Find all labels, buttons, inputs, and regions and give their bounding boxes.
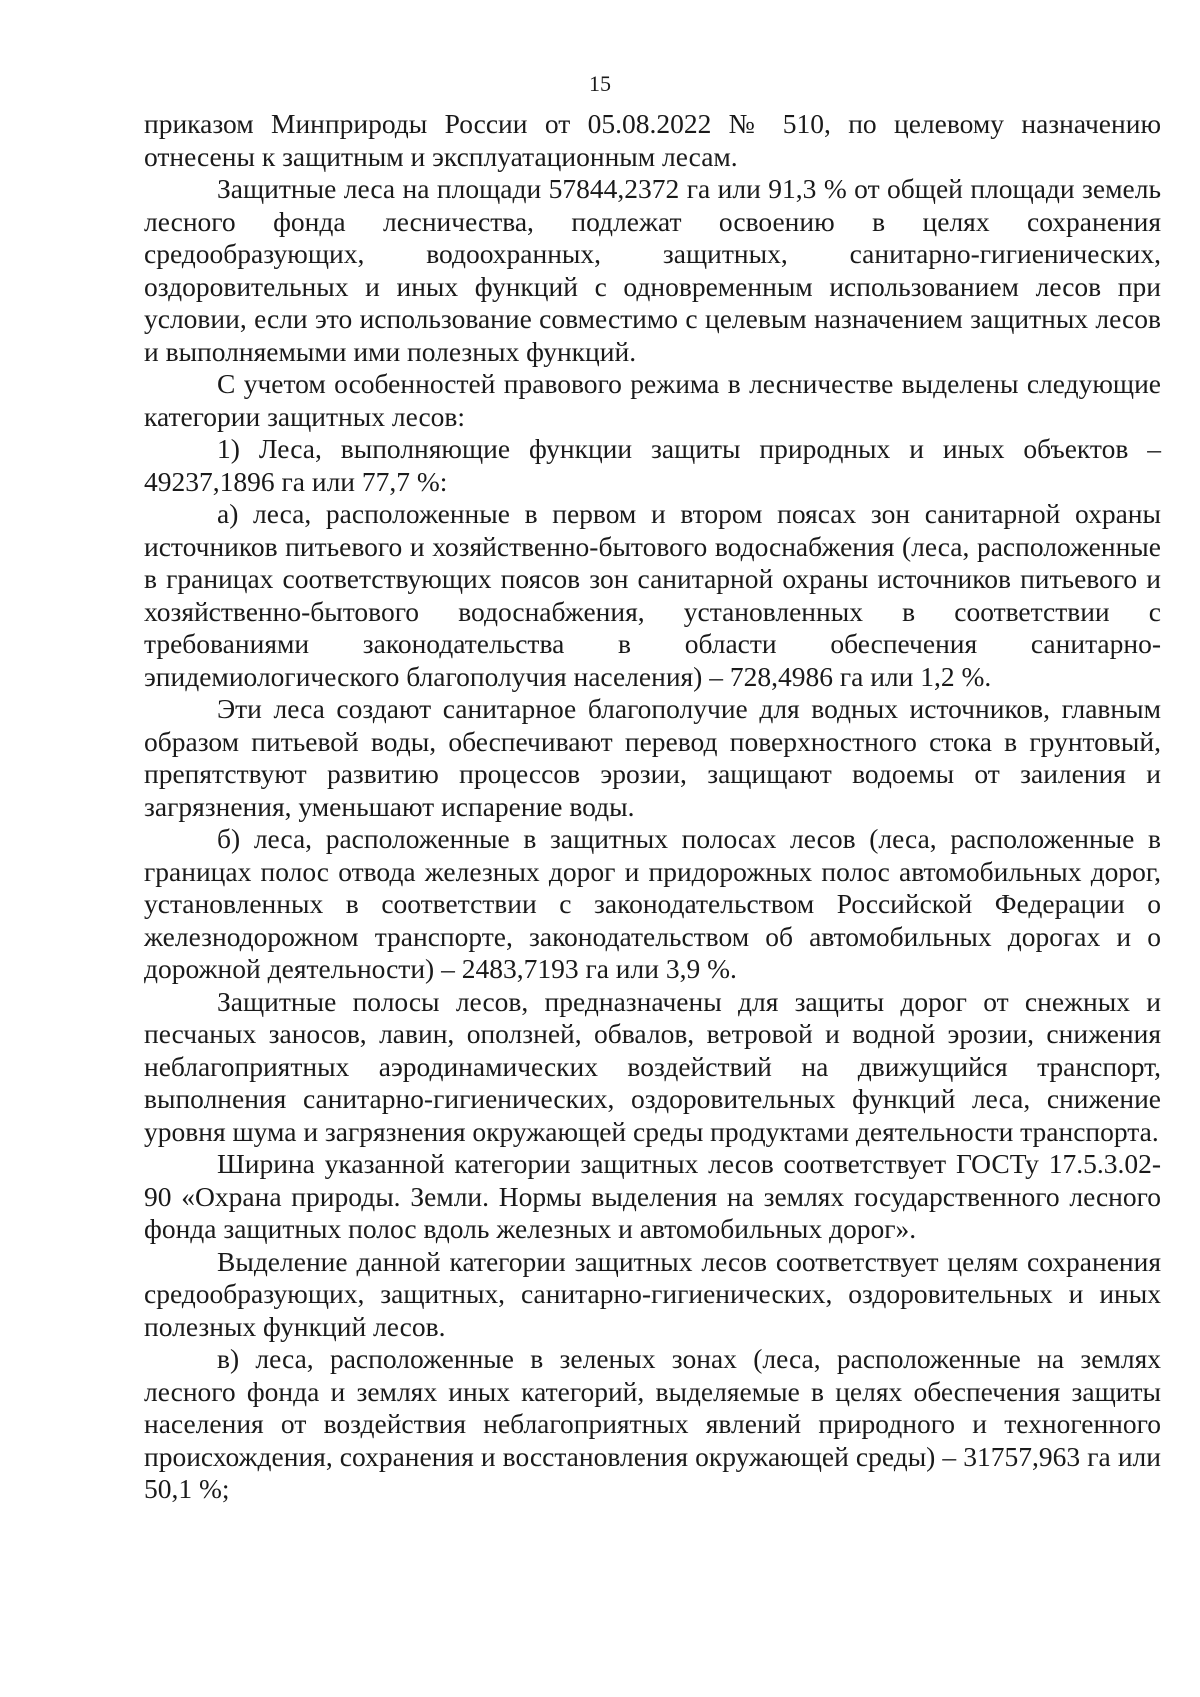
paragraph-category-1b-purpose: Защитные полосы лесов, предназначены для защиты дорог от снежных и песчаных заносов, лавин, оползней, обвалов, ветровой и водной эрозии, снижения неблагоприятных аэродинамических воздействий на движущийся транспорт, выполнения санитарно-гигиенических, оздоровительных функций леса, снижение уровня шума и загрязнения окружающей среды продуктами деятельности транспорта. — [144, 985, 1161, 1147]
paragraph-category-1v: в) леса, расположенные в зеленых зонах (леса, расположенные на землях лесного фонда и землях иных категорий, выделяемые в целях обеспечения защиты населения от воздействия неблагоприятных явлений природного и техногенного происхождения, сохранения и восстановления окружающей среды) – 31757,963 га или 50,1 %; — [144, 1343, 1161, 1504]
paragraph-category-1b-allocation: Выделение данной категории защитных лесов соответствует целям сохранения средообразующих, защитных, санитарно-гигиенических, оздоровительных и иных полезных функций лесов. — [144, 1245, 1161, 1342]
paragraph-category-1: 1) Леса, выполняющие функции защиты природных и иных объектов – 49237,1896 га или 77,7 %: — [144, 433, 1161, 497]
document-body — [144, 108, 1161, 1506]
page-number: 15 — [589, 71, 611, 96]
paragraph-category-1b-width: Ширина указанной категории защитных лесов соответствует ГОСТу 17.5.3.02-90 «Охрана природы. Земли. Нормы выделения на землях государственного лесного фонда защитных полос вдоль железных и автомобильных дорог». — [144, 1148, 1161, 1244]
paragraph-category-1a-purpose: Эти леса создают санитарное благополучие для водных источников, главным образом питьевой воды, обеспечивают перевод поверхностного стока в грунтовый, препятствуют развитию процессов эрозии, защищают водоемы от заиления и загрязнения, уменьшают испарение воды. — [144, 693, 1161, 822]
paragraph-categories-intro: С учетом особенностей правового режима в лесничестве выделены следующие категории защитных лесов: — [144, 368, 1161, 432]
paragraph-protective-forests-area: Защитные леса на площади 57844,2372 га или 91,3 % от общей площади земель лесного фонда лесничества, подлежат освоению в целях сохранения средообразующих, водоохранных, защитных, санитарно-гигиенических, оздоровительных и иных функций с одновременным использованием лесов при условии, если это использование совместимо с целевым назначением защитных лесов и выполняемыми ими полезных функций. — [144, 173, 1161, 367]
paragraph-category-1a: а) леса, расположенные в первом и втором поясах зон санитарной охраны источников питьевого и хозяйственно-бытового водоснабжения (леса, расположенные в границах соответствующих поясов зон санитарной охраны источников питьевого и хозяйственно-бытового водоснабжения, установленных в соответствии с требованиями законодательства в области обеспечения санитарно-эпидемиологического благополучия населения) – 728,4986 га или 1,2 %. — [144, 498, 1161, 692]
paragraph-category-1b: б) леса, расположенные в защитных полосах лесов (леса, расположенные в границах полос отвода железных дорог и придорожных полос автомобильных дорог, установленных в соответствии с законодательством Российской Федерации о железнодорожном транспорте, законодательством об автомобильных дорогах и о дорожной деятельности) – 2483,7193 га или 3,9 %. — [144, 823, 1161, 984]
paragraph-order-reference: приказом Минприроды России от 05.08.2022 № 510, по целевому назначению отнесены к защитным и эксплуатационным лесам. — [144, 108, 1161, 172]
